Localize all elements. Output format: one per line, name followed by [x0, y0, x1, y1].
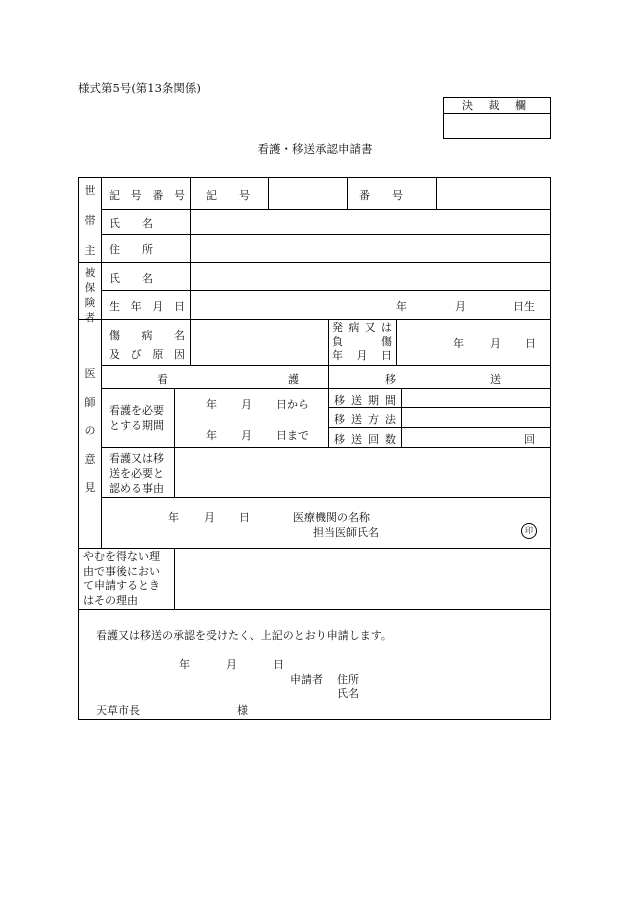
dob-month: 月	[455, 300, 466, 313]
reason-label: 看護又は移 送を必要と 認める事由	[109, 452, 164, 495]
applicant-name-label: 氏名	[337, 687, 359, 700]
honorific: 様	[237, 704, 248, 717]
injury-field[interactable]	[193, 322, 326, 363]
transfer-count-label: 移 送 回 数	[334, 433, 396, 446]
cell-line	[401, 388, 402, 447]
row-line	[101, 290, 550, 291]
dob-label: 生 年 月 日	[109, 300, 185, 313]
period-label: 看護を必要 とする期間	[109, 404, 164, 432]
row-line	[328, 427, 550, 428]
dob-year: 年	[396, 300, 407, 313]
declaration-day: 日	[273, 658, 284, 671]
approval-column	[443, 97, 551, 139]
householder-address-field[interactable]	[193, 236, 547, 260]
sig-day: 日	[239, 511, 250, 524]
householder-name-label: 氏 名	[109, 217, 153, 230]
row-line	[101, 365, 550, 366]
approval-column-label: 決 裁 欄	[444, 98, 550, 114]
insured-section-label: 被 保 険 者	[84, 267, 96, 324]
transfer-header-2: 送	[490, 373, 501, 386]
onset-day: 日	[525, 337, 536, 350]
householder-section-label: 世 帯 主	[84, 184, 96, 257]
insured-name-label: 氏 名	[109, 272, 153, 285]
doctor-opinion-section-label: 医 師 の 意 見	[84, 367, 96, 494]
sig-year: 年	[168, 511, 179, 524]
divider-unavoidable	[79, 609, 550, 610]
unavoidable-reason-field[interactable]	[177, 551, 548, 607]
nursing-header-1: 看	[157, 373, 168, 386]
transfer-period-label: 移 送 期 間	[334, 394, 396, 407]
row-line	[101, 447, 550, 448]
institution-label: 医療機関の名称	[293, 511, 370, 524]
addressee: 天草市長	[96, 704, 140, 717]
divider-householder	[79, 262, 550, 263]
symbol-number-label: 記 号 番 号	[109, 189, 185, 202]
form-number: 様式第5号(第13条関係)	[78, 81, 201, 95]
transfer-method-label: 移 送 方 法	[334, 413, 396, 426]
cell-line	[268, 178, 269, 209]
onset-month: 月	[490, 337, 501, 350]
transfer-method-field[interactable]	[404, 409, 548, 425]
from-day: 日から	[276, 398, 309, 411]
unavoidable-label: やむを得ない理 由で事後におい て申請するとき はその理由	[83, 550, 160, 607]
declaration-text: 看護又は移送の承認を受けたく、上記のとおり申請します。	[96, 629, 392, 642]
doctor-name-label: 担当医師氏名	[313, 526, 379, 539]
symbol-field[interactable]	[271, 181, 345, 207]
from-month: 月	[241, 398, 252, 411]
transfer-count-unit: 回	[524, 433, 535, 446]
dob-day: 日生	[513, 300, 535, 313]
row-line	[101, 234, 550, 235]
divider-insured	[79, 319, 550, 320]
cell-line	[190, 319, 191, 365]
number-label: 番 号	[359, 189, 403, 202]
row-line	[101, 388, 550, 389]
declaration-month: 月	[226, 658, 237, 671]
cell-line	[174, 548, 175, 609]
symbol-label: 記 号	[206, 189, 250, 202]
number-field[interactable]	[439, 181, 547, 207]
label-column-line	[190, 178, 191, 319]
householder-address-label: 住 所	[109, 243, 153, 256]
cell-line	[347, 178, 348, 209]
declaration-year: 年	[179, 658, 190, 671]
insured-name-field[interactable]	[193, 265, 547, 288]
transfer-header-1: 移	[385, 373, 396, 386]
seal-mark: 印	[521, 523, 537, 539]
applicant-label: 申請者	[290, 673, 323, 686]
divider-doctor	[79, 548, 550, 549]
application-form	[78, 177, 551, 720]
sig-month: 月	[204, 511, 215, 524]
onset-label: 発 病 又 は 負 傷 年 月 日	[332, 321, 392, 362]
cell-line	[174, 388, 175, 497]
row-line	[101, 497, 550, 498]
reason-field[interactable]	[177, 450, 548, 495]
onset-year: 年	[453, 337, 464, 350]
from-year: 年	[206, 398, 217, 411]
row-line	[101, 209, 550, 210]
applicant-address-label: 住所	[337, 673, 359, 686]
transfer-period-field[interactable]	[404, 390, 548, 406]
to-year: 年	[206, 429, 217, 442]
cell-line	[396, 319, 397, 365]
injury-label: 傷 病 名 及 び 原 因	[109, 329, 185, 361]
nursing-header-2: 護	[288, 373, 299, 386]
document-title: 看護・移送承認申請書	[257, 142, 373, 156]
to-day: 日まで	[276, 429, 309, 442]
householder-name-field[interactable]	[193, 211, 547, 232]
to-month: 月	[241, 429, 252, 442]
cell-line	[328, 388, 329, 447]
cell-line	[436, 178, 437, 209]
